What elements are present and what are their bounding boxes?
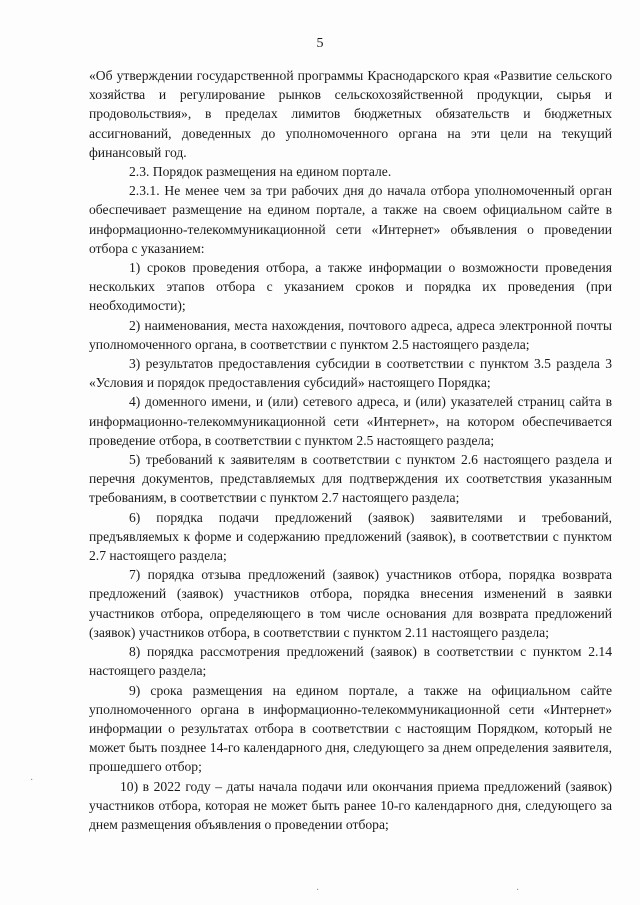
- document-body: [89, 66, 612, 834]
- list-item-4: 4) доменного имени, и (или) сетевого адреса, и (или) указателей страниц сайта в информационно-телекоммуникационной сети «Интернет», на котором обеспечивается проведение отбора, в соответствии с пунктом 2.5 настоящего раздела;: [89, 394, 612, 448]
- scan-speck: ·: [516, 885, 520, 896]
- list-item-9: 9) срока размещения на едином портале, а также на официальном сайте уполномоченного органа в информационно-телекоммуникационной сети «Интернет» информации о результатах отбора в соответствии с настоящим Порядком, который не может быть позднее 14-го календарного дня, следующего за днем определения заявителя, прошедшего отбор;: [89, 682, 612, 775]
- list-item-2: 2) наименования, места нахождения, почтового адреса, адреса электронной почты уполномоченного органа, в соответствии с пунктом 2.5 настоящего раздела;: [89, 317, 612, 352]
- list-item-6: 6) порядка подачи предложений (заявок) заявителями и требований, предъявляемых к форме и содержанию предложений (заявок), в соответствии с пунктом 2.7 настоящего раздела;: [89, 509, 612, 564]
- scan-speck: ·: [30, 775, 34, 786]
- list-item-7: 7) порядка отзыва предложений (заявок) участников отбора, порядка возврата предложений (заявок) участников отбора, порядка внесения изменений в заявки участников отбора, определяющего в том числе основания для возврата предложений (заявок) участников отбора, в соответствии с пунктом 2.11 настоящего раздела;: [89, 567, 612, 640]
- scan-speck: ·: [316, 885, 320, 896]
- list-item-1: 1) сроков проведения отбора, а также информации о возможности проведения нескольких этапов отбора с указанием сроков и порядка их проведения (при необходимости);: [89, 260, 612, 314]
- paragraph-program-reference: «Об утверждении государственной программы Краснодарского края «Развитие сельского хозяйства и регулирование рынков сельскохозяйственной продукции, сырья и продовольствия», в пределах лимитов бюджетных обязательств и бюджетных ассигнований, доведенных до уполномоченного органа на эти цели на текущий финансовый год.: [89, 68, 612, 160]
- page-number: 5: [316, 36, 324, 51]
- paragraph-section-2-3-heading: 2.3. Порядок размещения на едином портале.: [129, 164, 392, 180]
- list-item-5: 5) требований к заявителям в соответствии с пунктом 2.6 настоящего раздела и перечня документов, представляемых для подтверждения их соответствия указанным требованиям, в соответствии с пунктом 2.7 настоящего раздела;: [89, 452, 612, 506]
- list-item-3: 3) результатов предоставления субсидии в соответствии с пунктом 3.5 раздела 3 «Условия и порядок предоставления субсидий» настоящего Порядка;: [89, 356, 612, 391]
- list-item-10: 10) в 2022 году – даты начала подачи или окончания приема предложений (заявок) участников отбора, которая не может быть ранее 10-го календарного дня, следующего за днем размещения объявления о проведении отбора;: [89, 778, 612, 832]
- paragraph-section-2-3-1: 2.3.1. Не менее чем за три рабочих дня до начала отбора уполномоченный орган обеспечивает размещение на едином портале, а также на своем официальном сайте в информационно-телекоммуникационной сети «Интернет» объявления о проведении отбора с указанием:: [89, 183, 612, 256]
- list-item-8: 8) порядка рассмотрения предложений (заявок) в соответствии с пунктом 2.14 настоящего раздела;: [89, 644, 612, 679]
